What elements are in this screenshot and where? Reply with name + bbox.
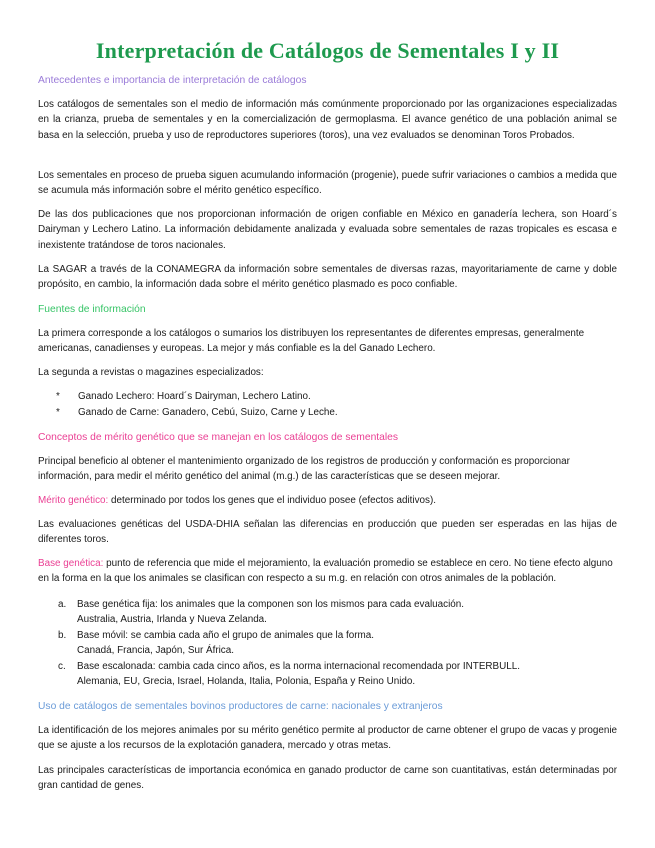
paragraph: Principal beneficio al obtener el mantenimiento organizado de los registros de producción y conformación es proporcionar información, para medir el mérito genético del animal (m.g.) de las características que se deseen mejorar. (38, 456, 570, 483)
paragraph: La segunda a revistas o magazines especializados: (38, 367, 264, 378)
paragraph: La SAGAR a través de la CONAMEGRA da información sobre sementales de diversas razas, mayoritariamente de carne y doble propósito, en cambio, la información dada sobre el mérito genético plasmado es poco confiable. (38, 264, 617, 291)
paragraph: Las principales características de importancia económica en ganado productor de carne son cuantitativas, están determinadas por gran cantidad de genes. (38, 765, 617, 792)
list-marker: a. (58, 599, 67, 610)
list-item-base-fija (58, 597, 464, 628)
list-item-text: Base escalonada: cambia cada cinco años, es la norma internacional recomendada por INTERBULL. (77, 661, 520, 672)
paragraph: De las dos publicaciones que nos proporcionan información de origen confiable en México en ganadería lechera, son Hoard´s Dairyman y Lechero Latino. La información debidamente analizada y evaluada sobre sementales de razas tropicales es escasa e inexistente tratándose de toros nacionales. (38, 209, 617, 251)
list-item-text: Base genética fija: los animales que la componen son los mismos para cada evaluación. (77, 599, 464, 610)
list-marker: c. (58, 661, 66, 672)
definition-text: determinado por todos los genes que el individuo posee (efectos aditivos). (108, 495, 436, 506)
list-item-text: Ganado de Carne: Ganadero, Cebú, Suizo, Carne y Leche. (78, 407, 338, 418)
list-item (56, 405, 338, 420)
paragraph-merito-genetico (38, 493, 617, 508)
section-heading-uso-catalogos: Uso de catálogos de sementales bovinos productores de carne: nacionales y extranjeros (38, 701, 443, 712)
list-item-base-movil (58, 628, 374, 659)
asterisk-bullet-icon: * (56, 391, 60, 402)
definition-text: punto de referencia que mide el mejoramiento, la evaluación promedio se establece en cero. No tiene efecto alguno en la forma en la que los animales se clasifican con respecto a su m.g. en relación con otros animales de la población. (38, 558, 613, 585)
section-heading-antecedentes: Antecedentes e importancia de interpretación de catálogos (38, 75, 307, 86)
paragraph: La primera corresponde a los catálogos o sumarios los distribuyen los representantes de diferentes empresas, generalmente americanas, canadienses y europeas. La mejor y más confiable es la del Ganado Lechero. (38, 328, 585, 355)
asterisk-bullet-icon: * (56, 407, 60, 418)
paragraph: Las evaluaciones genéticas del USDA-DHIA señalan las diferencias en producción que pueden ser esperadas en las hijas de diferentes toros. (38, 519, 617, 546)
list-item-countries: Canadá, Francia, Japón, Sur África. (77, 645, 234, 657)
section-heading-conceptos: Conceptos de mérito genético que se manejan en los catálogos de sementales (38, 432, 399, 443)
list-marker: b. (58, 630, 67, 641)
paragraph-base-genetica (38, 556, 617, 587)
list-item-text: Ganado Lechero: Hoard´s Dairyman, Lechero Latino. (78, 391, 311, 402)
section-heading-fuentes: Fuentes de información (38, 304, 146, 315)
list-item-countries: Alemania, EU, Grecia, Israel, Holanda, Italia, Polonia, España y Reino Unido. (77, 676, 416, 688)
list-item-base-escalonada (58, 659, 520, 690)
list-item-countries: Australia, Austria, Irlanda y Nueva Zelanda. (77, 614, 267, 626)
term-base-genetica: Base genética: (38, 558, 104, 569)
paragraph: La identificación de los mejores animales por su mérito genético permite al productor de carne obtener el grupo de vacas y progenie que se ajuste a los recursos de la explotación ganadera, mercado y otras metas. (38, 725, 617, 752)
term-merito-genetico: Mérito genético: (38, 495, 109, 506)
list-item-text: Base móvil: se cambia cada año el grupo de animales que la forma. (77, 630, 374, 641)
paragraph: Los sementales en proceso de prueba siguen acumulando información (progenie), puede sufrir variaciones o cambios a medida que se acumula más información sobre el mérito genético específico. (38, 170, 617, 197)
document-title: Interpretación de Catálogos de Sementales I y II (95, 38, 560, 63)
paragraph: Los catálogos de sementales son el medio de información más comúnmente proporcionado por las organizaciones especializadas en la crianza, prueba de sementales y en la comercialización de germoplasma. El avance genético de una población animal se basa en la selección, prueba y uso de reproductores superiores (toros), una vez evaluados se denominan Toros Probados. (38, 99, 617, 141)
list-item (56, 389, 311, 404)
